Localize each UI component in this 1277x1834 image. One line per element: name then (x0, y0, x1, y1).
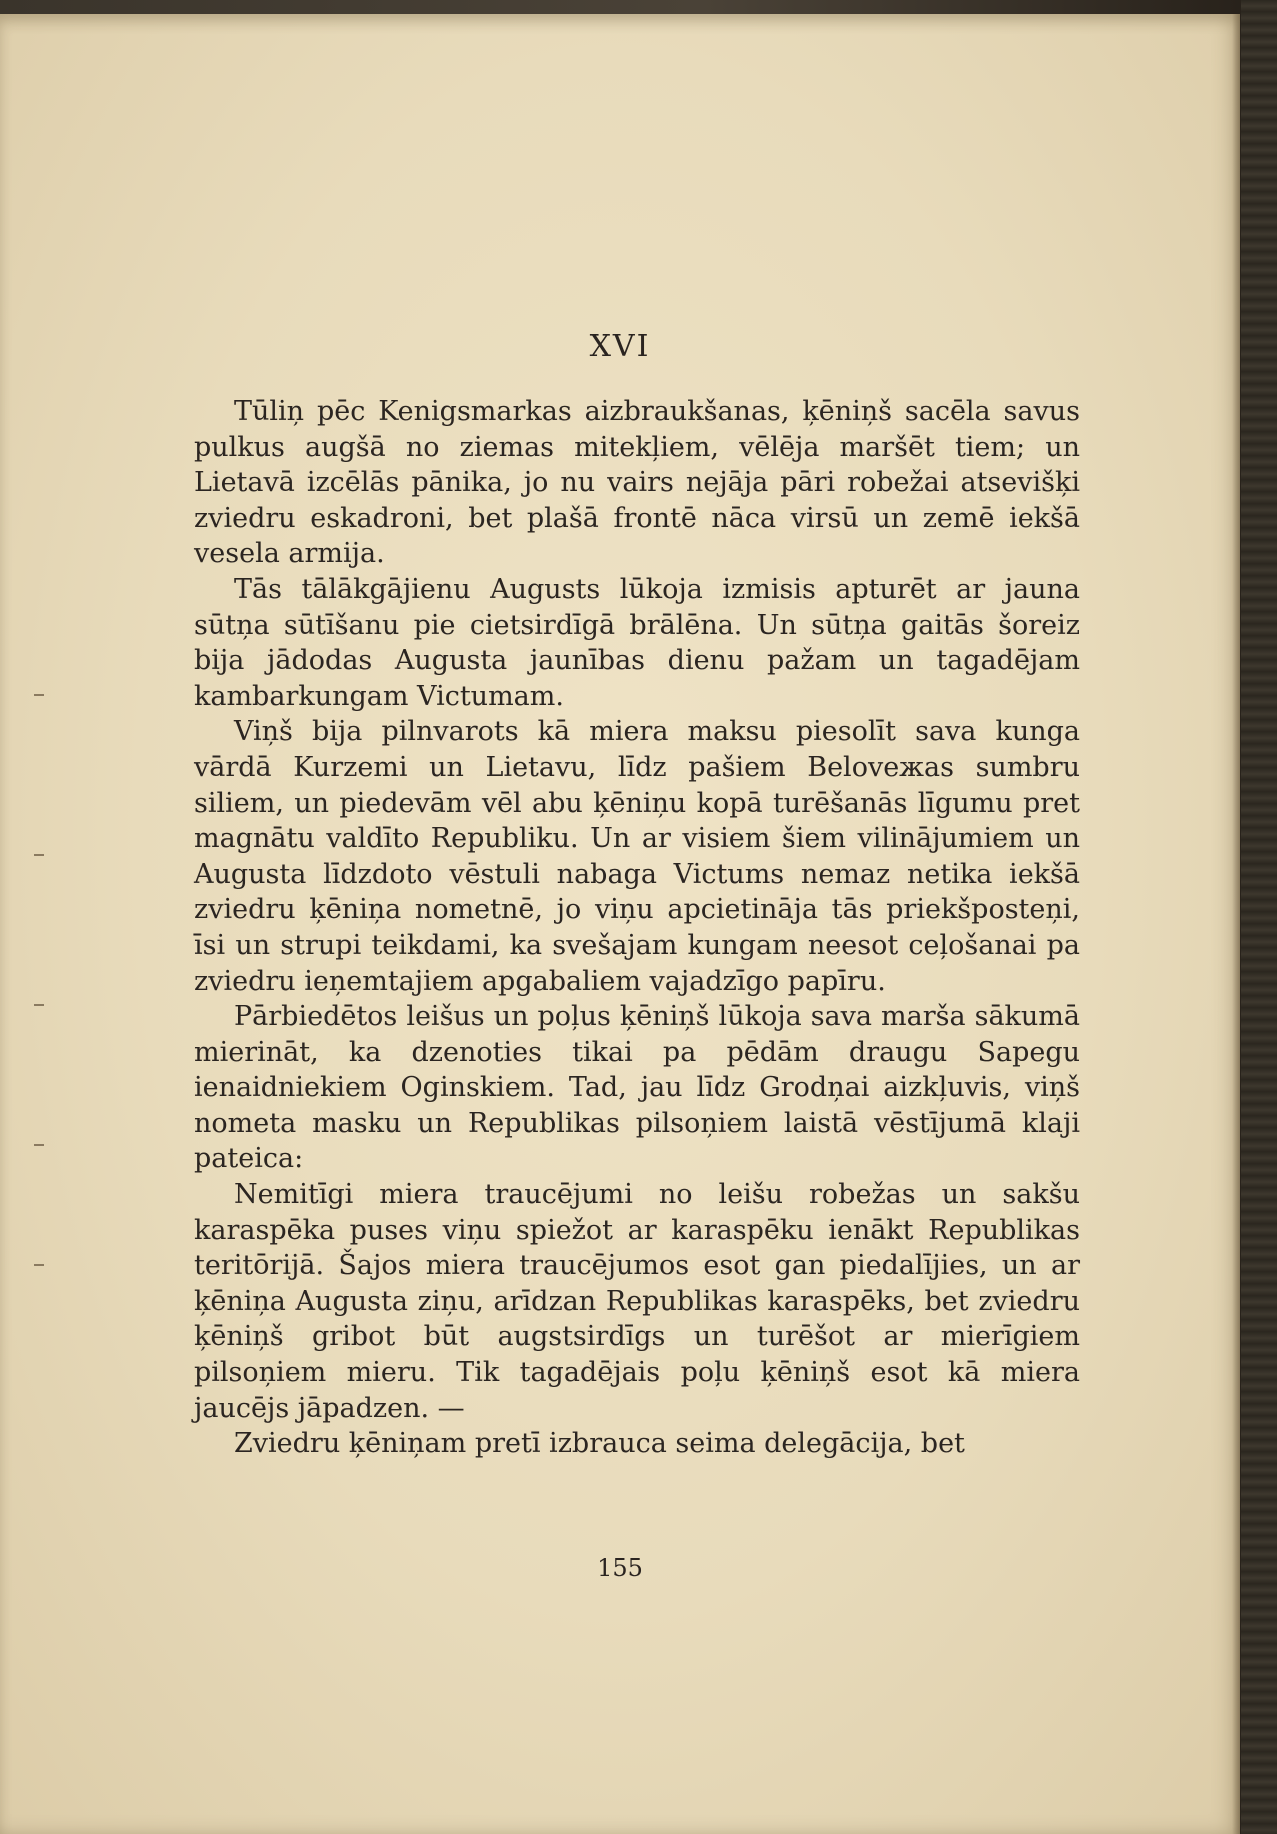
paragraph-6: Zviedru ķēniņam pretī izbrauca seima delegācija, bet (234, 1428, 965, 1460)
paragraph-3: Viņš bija pilnvarots kā miera maksu piesolīt sava kunga vārdā Kurzemi un Lietavu, līdz pašiem Beloveжas sumbru siliem, un piedevām vēl abu ķēniņu kopā turēšanās līgumu pret magnātu valdīto Republiku. Un ar visiem šiem vilinājumiem un Augusta līdzdoto vēstuli nabaga Victums nemaz netika iekšā zviedru ķēniņa nometnē, jo viņu apcietināja tās priekšposteņi, īsi un strupi teikdami, ka svešajam kungam neesot ceļošanai pa zviedru ieņemtajiem apgabaliem vajadzīgo papīru. (194, 716, 1080, 997)
chapter-title: XVI (589, 329, 651, 364)
body-text (194, 394, 1080, 1462)
book-page (0, 14, 1240, 1834)
paragraph-5: Nemitīgi miera traucējumi no leišu robežas un sakšu karaspēka puses viņu spiežot ar karaspēku ienākt Republikas teritōrijā. Šajos miera traucējumos esot gan piedalījies, un ar ķēniņa Augusta ziņu, arīdzan Republikas karaspēks, bet zviedru ķēniņš gribot būt augstsirdīgs un turēšot ar mierīgiem pilsoņiem mieru. Tik tagadējais poļu ķēniņš esot kā miera jaucējs jāpadzen. — (194, 1179, 1080, 1424)
paragraph-2: Tās tālākgājienu Augusts lūkoja izmisis apturēt ar jauna sūtņa sūtīšanu pie cietsirdīgā brālēna. Un sūtņa gaitās šoreiz bija jādodas Augusta jaunības dienu pažam un tagadējam kambarkungam Victumam. (194, 573, 1080, 712)
page-number: 155 (597, 1554, 643, 1582)
book-spine-edge (1241, 0, 1277, 1834)
page-edge-marks (34, 614, 44, 1514)
paragraph-4: Pārbiedētos leišus un poļus ķēniņš lūkoja sava marša sākumā mierināt, ka dzenoties tikai pa pēdām draugu Sapegu ienaidniekiem Oginskiem. Tad, jau līdz Grodņai aizkļuvis, viņš nometa masku un Republikas pilsoņiem laistā vēstījumā klaji pateica: (194, 1001, 1080, 1175)
paragraph-1: Tūliņ pēc Kenigsmarkas aizbraukšanas, ķēniņš sacēla savus pulkus augšā no ziemas mitekļiem, vēlēja maršēt tiem; un Lietavā izcēlās pānika, jo nu vairs nejāja pāri robežai atsevišķi zviedru eskadroni, bet plašā frontē nāca virsū un zemē iekšā vesela armija. (194, 396, 1080, 570)
